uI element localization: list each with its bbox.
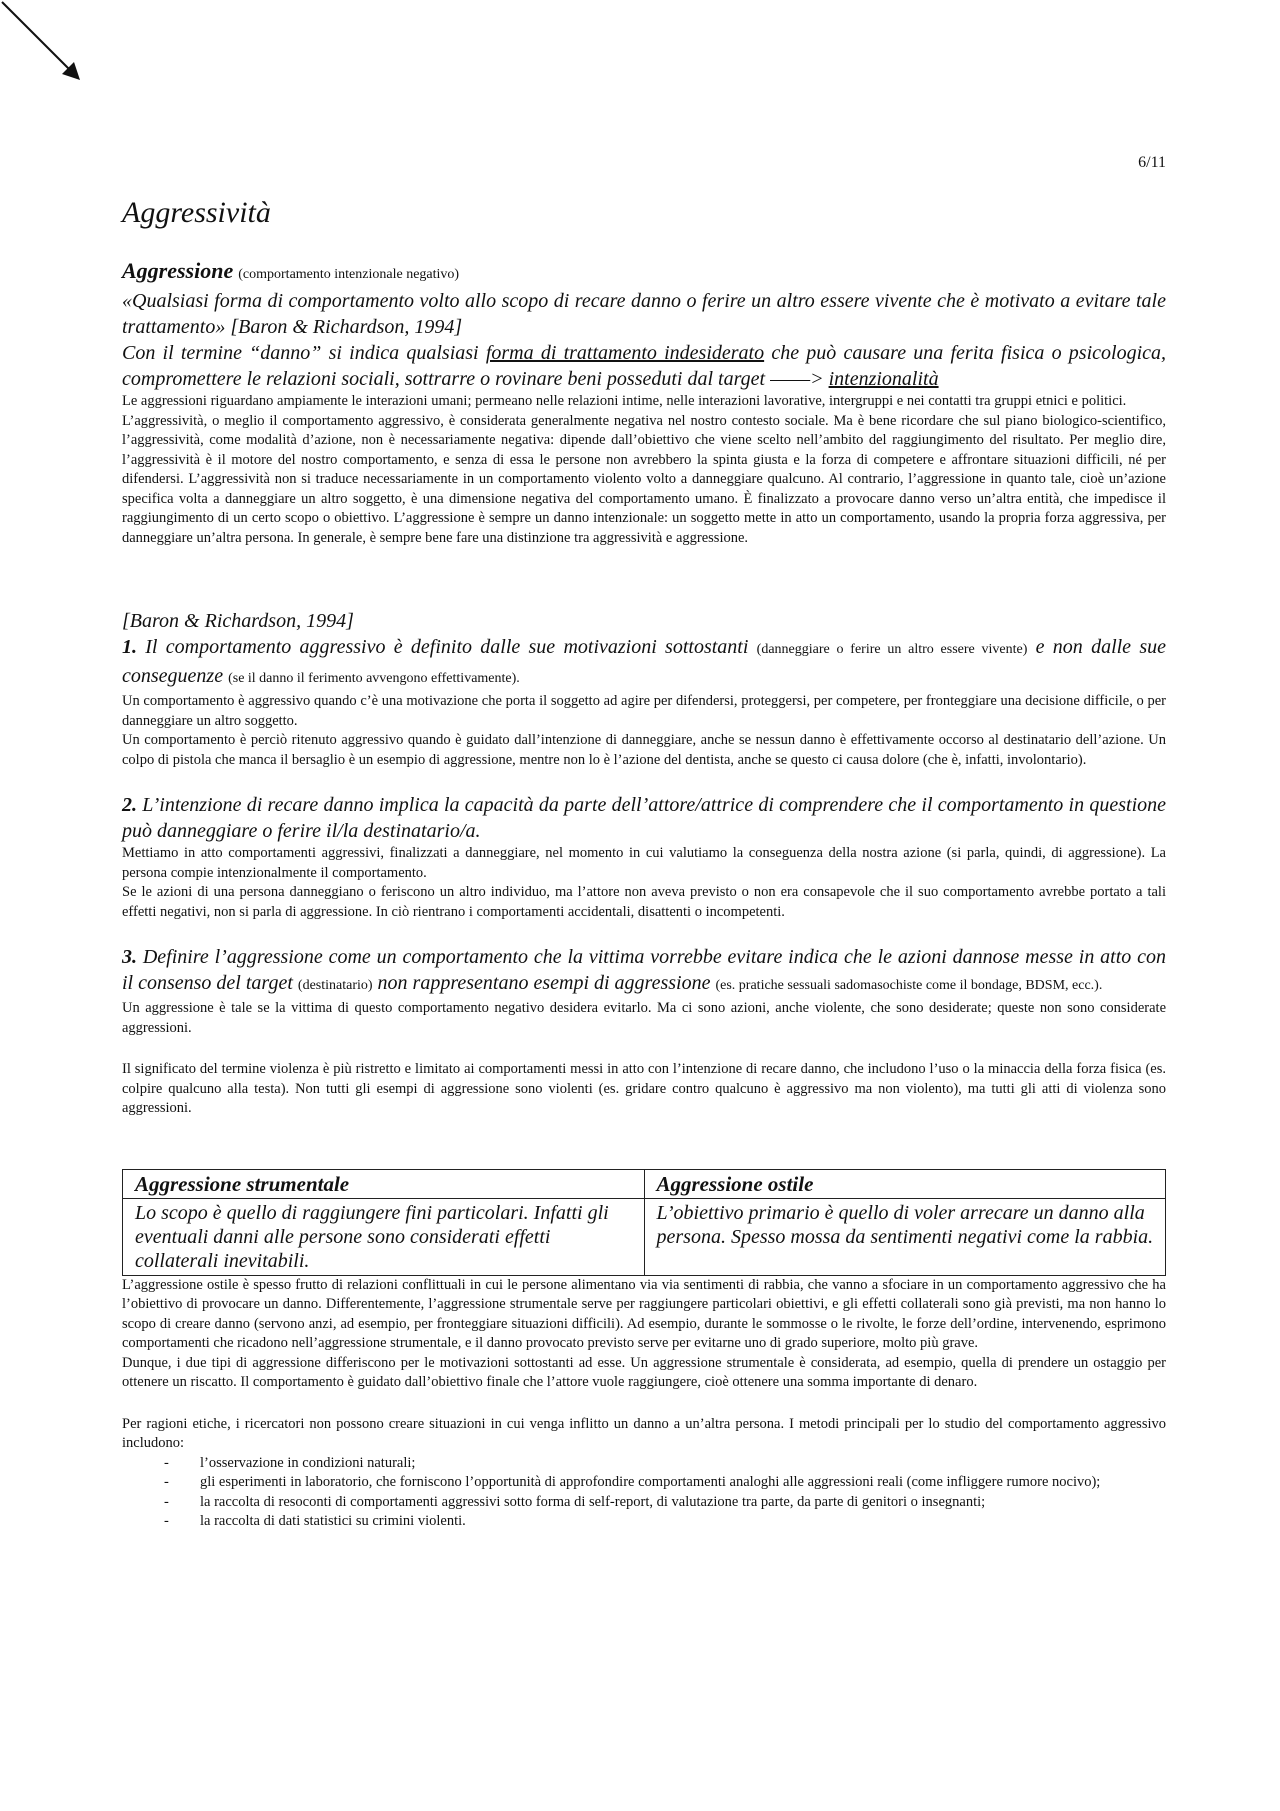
arrow-icon [0, 0, 90, 90]
paragraph: Le aggressioni riguardano ampiamente le interazioni umani; permeano nelle relazioni intime, nelle interazioni lavorative, intergruppi e nei contatti tra gruppi etnici e politici. [122, 393, 1127, 409]
table-header-ostile: Aggressione ostile [644, 1169, 1166, 1198]
point-text: non rappresentano esempi di aggressione [372, 972, 716, 994]
paragraph: Dunque, i due tipi di aggressione differiscono per le motivazioni sottostanti ad esse. Un aggressione strumentale è considerata, ad esempio, quella di prendere un ostaggio per ottenere un riscatto. Il comportamento è guidato dall’obiettivo finale che l’attore vuole raggiungere, cioè ottenere una somma importante di denaro. [122, 1354, 1166, 1390]
list-item: - gli esperimenti in laboratorio, che forniscono l’opportunità di approfondire comportamenti analoghi alle aggressioni reali (come infliggere rumore nocivo); [122, 1473, 1166, 1493]
paragraph: L’aggressione ostile è spesso frutto di relazioni conflittuali in cui le persone alimentano via via sentimenti di rabbia, che vanno a sfociare in un comportamento aggressivo che ha l’obiettivo di provocare un danno. Differentemente, l’aggressione strumentale serve per raggiungere particolari obiettivi, e gli effetti collaterali sono già previsti, ma non hanno lo scopo di creare danno (servono anzi, ad esempio, per fronteggiare situazioni difficili). Ad esempio, durante le sommosse o le rivolte, le forze dell’ordine, intervenendo, esprimono comportamenti che ricadono nell’aggressione strumentale, e il danno provocato previsto serve per evitarne uno di grado superiore, molto più grave. [122, 1276, 1166, 1351]
point-3 [122, 944, 1166, 999]
page-number: 6/11 [1138, 154, 1166, 171]
point-1 [122, 634, 1166, 692]
section-baron [122, 608, 1166, 1119]
methods-list [122, 1454, 1166, 1532]
table-header-strumentale: Aggressione strumentale [123, 1169, 645, 1198]
list-item: - la raccolta di dati statistici su crimini violenti. [122, 1512, 1166, 1532]
section-heading: [Baron & Richardson, 1994] [122, 610, 354, 632]
comparison-table [122, 1169, 1166, 1276]
table-cell-ostile: L’obiettivo primario è quello di voler arrecare un danno alla persona. Spesso mossa da sentimenti negativi come la rabbia. [644, 1198, 1166, 1275]
point-text: Definire l’aggressione come un comportamento che la vittima vorrebbe evitare indica che le azioni dannose messe in atto con il consenso del target [122, 946, 1166, 994]
point-note: (se il danno il ferimento avvengono effettivamente). [228, 671, 520, 686]
point-number: 2. [122, 794, 137, 816]
point-text: L’intenzione di recare danno implica la capacità da parte dell’attore/attrice di comprendere che il comportamento in questione può danneggiare o ferire il/la destinatario/a. [122, 794, 1166, 842]
paragraph: Per ragioni etiche, i ricercatori non possono creare situazioni in cui venga inflitto un danno a un’altra persona. I metodi principali per lo studio del comportamento aggressivo includono: [122, 1415, 1166, 1451]
document-page [122, 148, 1166, 1532]
term-note: (comportamento intenzionale negativo) [238, 267, 460, 282]
table-row [123, 1198, 1166, 1275]
point-number: 3. [122, 946, 137, 968]
paragraph: Un comportamento è aggressivo quando c’è una motivazione che porta il soggetto ad agire per difendersi, proteggersi, per competere, per fronteggiare una decisione difficile, o per danneggiare un altro soggetto. [122, 693, 1166, 729]
point-note: (destinatario) [297, 978, 373, 993]
table-cell-strumentale: Lo scopo è quello di raggiungere fini particolari. Infatti gli eventuali danni alle persone sono considerati effetti collaterali inevitabili. [123, 1198, 645, 1275]
aggressione-definition: «Qualsiasi forma di comportamento volto allo scopo di recare danno o ferire un altro essere vivente che è motivato a evitare tale trattamento» [Baron & Richardson, 1994] [122, 290, 1166, 338]
paragraph: L’aggressività, o meglio il comportamento aggressivo, è considerata generalmente negativa nel nostro contesto sociale. Ma è bene ricordare che sul piano biologico-scientifico, l’aggressività, come modalità d’azione, non è necessariamente negativa: dipende dall’obiettivo che viene scelto nell’ambito del raggiungimento del risultato. Per meglio dire, l’aggressività è il motore del nostro comportamento, e senza di essa le persone non avrebbero la spinta giusta e la forza di competere e affrontare situazioni difficili, né per difendersi. L’aggressività non si traduce necessariamente in un comportamento violento volto a danneggiare qualcuno. Al contrario, l’aggressione in quanto tale, cioè un’azione specifica volta a danneggiare un altro soggetto, è una dimensione negativa del comportamento umano. È finalizzato a provocare danno verso un’altra entità, che impedisce il raggiungimento di un certo scopo o obiettivo. L’aggressione è sempre un danno intenzionale: un soggetto mette in atto un comportamento, usando la propria forza aggressiva, per danneggiare un’altra persona. In generale, è sempre bene fare una distinzione tra aggressività e aggressione. [122, 412, 1166, 546]
point-note: (es. pratiche sessuali sadomasochiste come il bondage, BDSM, ecc.). [715, 978, 1103, 993]
danno-end: intenzionalità [828, 368, 939, 390]
list-item: - l’osservazione in condizioni naturali; [122, 1454, 1166, 1474]
danno-definition [122, 340, 1166, 392]
term-aggressione: Aggressione [122, 258, 234, 283]
point-text: e non dalle sue conseguenze [122, 636, 1166, 687]
danno-pre: Con il termine “danno” si indica qualsiasi [122, 342, 486, 364]
danno-post: che può causare una ferita fisica o psicologica, compromettere le relazioni sociali, sottrarre o rovinare beni posseduti dal target ––––> [122, 342, 1166, 390]
point-number: 1. [122, 636, 137, 658]
paragraph: Un aggressione è tale se la vittima di questo comportamento negativo desidera evitarlo. Ma ci sono azioni, anche violente, che sono desiderate; queste non sono considerate aggressioni. [122, 1000, 1166, 1036]
table-header-row [123, 1169, 1166, 1198]
aggressione-term-line [122, 258, 1166, 288]
danno-underlined: forma di trattamento indesiderato [485, 342, 765, 364]
paragraph: Se le azioni di una persona danneggiano o feriscono un altro individuo, ma l’attore non aveva previsto o non era consapevole che il suo comportamento avrebbe portato a tali effetti negativi, non si parla di aggressione. In ciò rientrano i comportamenti accidentali, disattenti o incompetenti. [122, 884, 1166, 920]
paragraph: Mettiamo in atto comportamenti aggressivi, finalizzati a danneggiare, nel momento in cui valutiamo la conseguenza della nostra azione (si parla, quindi, di aggressione). La persona compie intenzionalmente il comportamento. [122, 845, 1166, 881]
point-text: Il comportamento aggressivo è definito dalle sue motivazioni sottostanti [137, 636, 757, 658]
paragraph-violenza: Il significato del termine violenza è più ristretto e limitato ai comportamenti messi in atto con l’intenzione di recare danno, che includono l’uso o la minaccia della forza fisica (es. colpire qualcuno alla testa). Non tutti gli esempi di aggressione sono violenti (es. gridare contro qualcuno è aggressivo ma non violento), ma tutti gli atti di violenza sono aggressioni. [122, 1061, 1166, 1116]
section-after-table [122, 1276, 1166, 1532]
section-aggressione [122, 258, 1166, 548]
list-item: - la raccolta di resoconti di comportamenti aggressivi sotto forma di self-report, di valutazione tra parte, da parte di genitori o insegnanti; [122, 1493, 1166, 1513]
page-title: Aggressività [122, 196, 271, 229]
point-2 [122, 792, 1166, 844]
paragraph: Un comportamento è perciò ritenuto aggressivo quando è guidato dall’intenzione di danneggiare, anche se nessun danno è effettivamente occorso al destinatario dell’azione. Un colpo di pistola che manca il bersaglio è un esempio di aggressione, mentre non lo è l’azione del dentista, anche se questo ci causa dolore (che è, infatti, involontario). [122, 732, 1166, 768]
point-note: (danneggiare o ferire un altro essere vivente) [756, 642, 1028, 657]
